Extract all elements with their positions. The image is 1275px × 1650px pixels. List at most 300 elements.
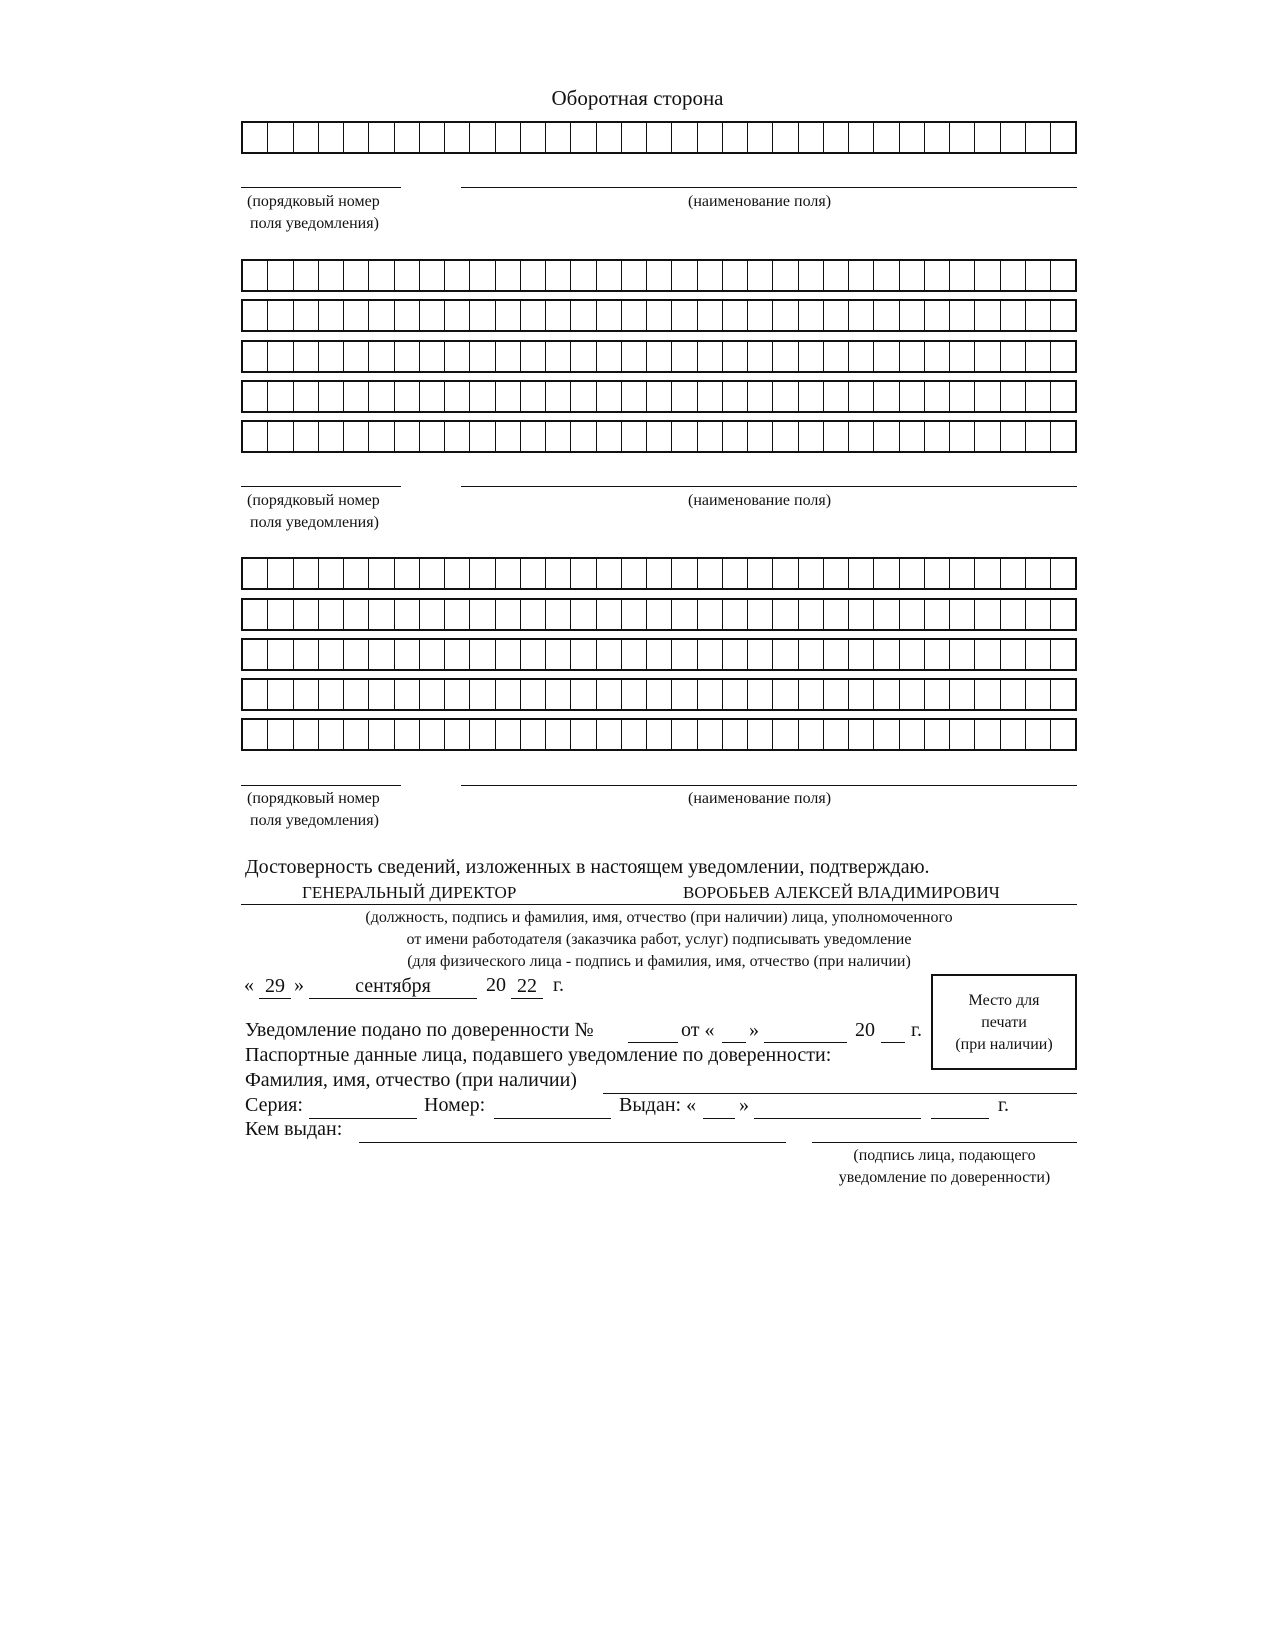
- grid-cell[interactable]: [470, 382, 495, 411]
- grid-cell[interactable]: [420, 342, 445, 371]
- grid-cell[interactable]: [925, 342, 950, 371]
- proxy-month-line[interactable]: [764, 1042, 847, 1043]
- grid-cell[interactable]: [470, 123, 495, 152]
- grid-cell[interactable]: [1026, 559, 1051, 588]
- grid-cell[interactable]: [445, 123, 470, 152]
- grid-cell[interactable]: [849, 382, 874, 411]
- grid-cell[interactable]: [900, 680, 925, 709]
- grid-cell[interactable]: [723, 422, 748, 451]
- grid-cell[interactable]: [874, 261, 899, 290]
- grid-cell[interactable]: [849, 600, 874, 629]
- grid-cell[interactable]: [546, 680, 571, 709]
- grid-cell[interactable]: [294, 382, 319, 411]
- grid-cell[interactable]: [571, 680, 596, 709]
- grid-cell[interactable]: [521, 123, 546, 152]
- grid-cell[interactable]: [950, 301, 975, 330]
- grid-cell[interactable]: [950, 261, 975, 290]
- grid-cell[interactable]: [849, 261, 874, 290]
- grid-cell[interactable]: [1026, 600, 1051, 629]
- issued-by-line[interactable]: [359, 1142, 786, 1143]
- grid-cell[interactable]: [294, 680, 319, 709]
- grid-cell[interactable]: [546, 261, 571, 290]
- grid-cell[interactable]: [344, 600, 369, 629]
- grid-cell[interactable]: [900, 301, 925, 330]
- grid-cell[interactable]: [723, 600, 748, 629]
- grid-cell[interactable]: [698, 720, 723, 749]
- input-grid-row[interactable]: [241, 638, 1077, 671]
- grid-cell[interactable]: [824, 559, 849, 588]
- grid-cell[interactable]: [470, 301, 495, 330]
- grid-cell[interactable]: [773, 600, 798, 629]
- grid-cell[interactable]: [571, 342, 596, 371]
- grid-cell[interactable]: [799, 261, 824, 290]
- grid-cell[interactable]: [268, 680, 293, 709]
- grid-cell[interactable]: [319, 301, 344, 330]
- grid-cell[interactable]: [773, 640, 798, 669]
- grid-cell[interactable]: [950, 600, 975, 629]
- grid-cell[interactable]: [571, 422, 596, 451]
- grid-cell[interactable]: [496, 720, 521, 749]
- grid-cell[interactable]: [546, 301, 571, 330]
- grid-cell[interactable]: [874, 640, 899, 669]
- grid-cell[interactable]: [294, 559, 319, 588]
- grid-cell[interactable]: [1026, 342, 1051, 371]
- grid-cell[interactable]: [1026, 640, 1051, 669]
- grid-cell[interactable]: [420, 720, 445, 749]
- grid-cell[interactable]: [369, 640, 394, 669]
- grid-cell[interactable]: [799, 680, 824, 709]
- grid-cell[interactable]: [395, 123, 420, 152]
- grid-cell[interactable]: [900, 559, 925, 588]
- grid-cell[interactable]: [521, 261, 546, 290]
- grid-cell[interactable]: [975, 640, 1000, 669]
- grid-cell[interactable]: [597, 123, 622, 152]
- grid-cell[interactable]: [824, 123, 849, 152]
- grid-cell[interactable]: [496, 261, 521, 290]
- grid-cell[interactable]: [546, 559, 571, 588]
- grid-cell[interactable]: [268, 342, 293, 371]
- grid-cell[interactable]: [672, 559, 697, 588]
- grid-cell[interactable]: [546, 640, 571, 669]
- grid-cell[interactable]: [900, 720, 925, 749]
- grid-cell[interactable]: [723, 301, 748, 330]
- grid-cell[interactable]: [950, 720, 975, 749]
- grid-cell[interactable]: [268, 301, 293, 330]
- grid-cell[interactable]: [445, 720, 470, 749]
- grid-cell[interactable]: [546, 382, 571, 411]
- grid-cell[interactable]: [395, 342, 420, 371]
- grid-cell[interactable]: [420, 123, 445, 152]
- grid-cell[interactable]: [344, 123, 369, 152]
- grid-cell[interactable]: [420, 261, 445, 290]
- grid-cell[interactable]: [268, 600, 293, 629]
- grid-cell[interactable]: [521, 640, 546, 669]
- grid-cell[interactable]: [1001, 680, 1026, 709]
- grid-cell[interactable]: [445, 301, 470, 330]
- grid-cell[interactable]: [647, 640, 672, 669]
- grid-cell[interactable]: [1026, 720, 1051, 749]
- grid-cell[interactable]: [1051, 422, 1075, 451]
- grid-cell[interactable]: [748, 342, 773, 371]
- grid-cell[interactable]: [243, 559, 268, 588]
- grid-cell[interactable]: [698, 123, 723, 152]
- grid-cell[interactable]: [773, 680, 798, 709]
- grid-cell[interactable]: [420, 600, 445, 629]
- grid-cell[interactable]: [597, 640, 622, 669]
- grid-cell[interactable]: [496, 600, 521, 629]
- grid-cell[interactable]: [622, 600, 647, 629]
- grid-cell[interactable]: [521, 301, 546, 330]
- grid-cell[interactable]: [344, 301, 369, 330]
- grid-cell[interactable]: [597, 342, 622, 371]
- grid-cell[interactable]: [420, 640, 445, 669]
- grid-cell[interactable]: [243, 640, 268, 669]
- grid-cell[interactable]: [344, 422, 369, 451]
- grid-cell[interactable]: [521, 559, 546, 588]
- grid-cell[interactable]: [319, 600, 344, 629]
- grid-cell[interactable]: [748, 600, 773, 629]
- grid-cell[interactable]: [773, 559, 798, 588]
- grid-cell[interactable]: [824, 720, 849, 749]
- grid-cell[interactable]: [748, 720, 773, 749]
- grid-cell[interactable]: [1026, 680, 1051, 709]
- grid-cell[interactable]: [1001, 559, 1026, 588]
- grid-cell[interactable]: [369, 382, 394, 411]
- grid-cell[interactable]: [1001, 261, 1026, 290]
- grid-cell[interactable]: [294, 640, 319, 669]
- grid-cell[interactable]: [395, 600, 420, 629]
- grid-cell[interactable]: [874, 342, 899, 371]
- grid-cell[interactable]: [925, 123, 950, 152]
- input-grid-row[interactable]: [241, 718, 1077, 751]
- grid-cell[interactable]: [470, 640, 495, 669]
- grid-cell[interactable]: [546, 123, 571, 152]
- grid-cell[interactable]: [268, 382, 293, 411]
- grid-cell[interactable]: [344, 720, 369, 749]
- grid-cell[interactable]: [975, 342, 1000, 371]
- grid-cell[interactable]: [243, 720, 268, 749]
- signatory-line[interactable]: [241, 904, 1077, 905]
- issued-year-line[interactable]: [931, 1118, 989, 1119]
- grid-cell[interactable]: [1026, 382, 1051, 411]
- grid-cell[interactable]: [647, 720, 672, 749]
- field-name-line[interactable]: [461, 486, 1077, 487]
- field-name-line[interactable]: [461, 785, 1077, 786]
- grid-cell[interactable]: [445, 261, 470, 290]
- issued-month-line[interactable]: [754, 1118, 921, 1119]
- grid-cell[interactable]: [647, 422, 672, 451]
- grid-cell[interactable]: [799, 342, 824, 371]
- grid-cell[interactable]: [672, 680, 697, 709]
- grid-cell[interactable]: [344, 559, 369, 588]
- grid-cell[interactable]: [521, 342, 546, 371]
- grid-cell[interactable]: [369, 720, 394, 749]
- grid-cell[interactable]: [950, 640, 975, 669]
- grid-cell[interactable]: [243, 600, 268, 629]
- grid-cell[interactable]: [723, 123, 748, 152]
- grid-cell[interactable]: [799, 640, 824, 669]
- grid-cell[interactable]: [319, 261, 344, 290]
- grid-cell[interactable]: [243, 261, 268, 290]
- grid-cell[interactable]: [597, 720, 622, 749]
- grid-cell[interactable]: [647, 123, 672, 152]
- grid-cell[interactable]: [748, 301, 773, 330]
- grid-cell[interactable]: [268, 422, 293, 451]
- grid-cell[interactable]: [597, 261, 622, 290]
- issued-day-line[interactable]: [703, 1118, 735, 1119]
- grid-cell[interactable]: [723, 640, 748, 669]
- grid-cell[interactable]: [698, 640, 723, 669]
- grid-cell[interactable]: [268, 559, 293, 588]
- grid-cell[interactable]: [294, 422, 319, 451]
- grid-cell[interactable]: [900, 600, 925, 629]
- grid-cell[interactable]: [344, 342, 369, 371]
- grid-cell[interactable]: [496, 422, 521, 451]
- proxy-number-line[interactable]: [628, 1042, 678, 1043]
- grid-cell[interactable]: [268, 261, 293, 290]
- grid-cell[interactable]: [672, 301, 697, 330]
- grid-cell[interactable]: [319, 342, 344, 371]
- grid-cell[interactable]: [925, 680, 950, 709]
- grid-cell[interactable]: [1001, 301, 1026, 330]
- grid-cell[interactable]: [824, 382, 849, 411]
- grid-cell[interactable]: [975, 382, 1000, 411]
- grid-cell[interactable]: [243, 342, 268, 371]
- grid-cell[interactable]: [243, 422, 268, 451]
- grid-cell[interactable]: [975, 301, 1000, 330]
- grid-cell[interactable]: [1001, 640, 1026, 669]
- proxy-signature-line[interactable]: [812, 1142, 1077, 1143]
- grid-cell[interactable]: [243, 123, 268, 152]
- grid-cell[interactable]: [1051, 680, 1075, 709]
- grid-cell[interactable]: [925, 559, 950, 588]
- grid-cell[interactable]: [1051, 123, 1075, 152]
- grid-cell[interactable]: [925, 301, 950, 330]
- grid-cell[interactable]: [268, 720, 293, 749]
- grid-cell[interactable]: [445, 422, 470, 451]
- grid-cell[interactable]: [799, 600, 824, 629]
- grid-cell[interactable]: [445, 559, 470, 588]
- grid-cell[interactable]: [1026, 422, 1051, 451]
- grid-cell[interactable]: [369, 261, 394, 290]
- input-grid-row[interactable]: [241, 557, 1077, 590]
- grid-cell[interactable]: [319, 382, 344, 411]
- grid-cell[interactable]: [521, 422, 546, 451]
- grid-cell[interactable]: [849, 123, 874, 152]
- grid-cell[interactable]: [900, 261, 925, 290]
- grid-cell[interactable]: [672, 600, 697, 629]
- grid-cell[interactable]: [975, 680, 1000, 709]
- grid-cell[interactable]: [369, 342, 394, 371]
- grid-cell[interactable]: [445, 680, 470, 709]
- grid-cell[interactable]: [950, 342, 975, 371]
- grid-cell[interactable]: [420, 422, 445, 451]
- date-day[interactable]: 29: [259, 974, 291, 999]
- grid-cell[interactable]: [294, 123, 319, 152]
- grid-cell[interactable]: [622, 301, 647, 330]
- grid-cell[interactable]: [975, 600, 1000, 629]
- grid-cell[interactable]: [950, 559, 975, 588]
- grid-cell[interactable]: [874, 680, 899, 709]
- grid-cell[interactable]: [975, 261, 1000, 290]
- grid-cell[interactable]: [672, 720, 697, 749]
- grid-cell[interactable]: [445, 640, 470, 669]
- grid-cell[interactable]: [773, 123, 798, 152]
- grid-cell[interactable]: [521, 680, 546, 709]
- grid-cell[interactable]: [243, 382, 268, 411]
- grid-cell[interactable]: [799, 559, 824, 588]
- input-grid-row[interactable]: [241, 678, 1077, 711]
- grid-cell[interactable]: [395, 680, 420, 709]
- grid-cell[interactable]: [369, 422, 394, 451]
- grid-cell[interactable]: [748, 559, 773, 588]
- grid-cell[interactable]: [496, 123, 521, 152]
- grid-cell[interactable]: [294, 600, 319, 629]
- grid-cell[interactable]: [319, 720, 344, 749]
- grid-cell[interactable]: [344, 680, 369, 709]
- grid-cell[interactable]: [420, 680, 445, 709]
- grid-cell[interactable]: [344, 261, 369, 290]
- grid-cell[interactable]: [571, 559, 596, 588]
- grid-cell[interactable]: [748, 680, 773, 709]
- grid-cell[interactable]: [571, 382, 596, 411]
- grid-cell[interactable]: [975, 123, 1000, 152]
- grid-cell[interactable]: [874, 600, 899, 629]
- grid-cell[interactable]: [647, 680, 672, 709]
- grid-cell[interactable]: [622, 422, 647, 451]
- grid-cell[interactable]: [571, 261, 596, 290]
- grid-cell[interactable]: [925, 600, 950, 629]
- grid-cell[interactable]: [622, 261, 647, 290]
- grid-cell[interactable]: [773, 382, 798, 411]
- grid-cell[interactable]: [647, 600, 672, 629]
- grid-cell[interactable]: [395, 640, 420, 669]
- grid-cell[interactable]: [925, 382, 950, 411]
- grid-cell[interactable]: [546, 600, 571, 629]
- grid-cell[interactable]: [597, 422, 622, 451]
- date-year[interactable]: 22: [511, 974, 543, 999]
- grid-cell[interactable]: [496, 559, 521, 588]
- grid-cell[interactable]: [395, 559, 420, 588]
- grid-cell[interactable]: [622, 640, 647, 669]
- grid-cell[interactable]: [874, 382, 899, 411]
- grid-cell[interactable]: [698, 680, 723, 709]
- grid-cell[interactable]: [1001, 720, 1026, 749]
- grid-cell[interactable]: [420, 301, 445, 330]
- grid-cell[interactable]: [723, 342, 748, 371]
- grid-cell[interactable]: [470, 680, 495, 709]
- grid-cell[interactable]: [571, 640, 596, 669]
- grid-cell[interactable]: [975, 720, 1000, 749]
- input-grid-row[interactable]: [241, 420, 1077, 453]
- date-month[interactable]: сентября: [309, 974, 477, 999]
- grid-cell[interactable]: [698, 261, 723, 290]
- grid-cell[interactable]: [1001, 600, 1026, 629]
- grid-cell[interactable]: [874, 559, 899, 588]
- grid-cell[interactable]: [395, 301, 420, 330]
- order-number-line[interactable]: [241, 187, 401, 188]
- grid-cell[interactable]: [900, 422, 925, 451]
- grid-cell[interactable]: [874, 123, 899, 152]
- grid-cell[interactable]: [672, 382, 697, 411]
- grid-cell[interactable]: [521, 720, 546, 749]
- grid-cell[interactable]: [723, 720, 748, 749]
- grid-cell[interactable]: [622, 123, 647, 152]
- grid-cell[interactable]: [268, 640, 293, 669]
- grid-cell[interactable]: [571, 301, 596, 330]
- grid-cell[interactable]: [344, 382, 369, 411]
- grid-cell[interactable]: [268, 123, 293, 152]
- grid-cell[interactable]: [849, 680, 874, 709]
- grid-cell[interactable]: [622, 720, 647, 749]
- grid-cell[interactable]: [824, 261, 849, 290]
- grid-cell[interactable]: [420, 559, 445, 588]
- grid-cell[interactable]: [294, 720, 319, 749]
- grid-cell[interactable]: [975, 422, 1000, 451]
- grid-cell[interactable]: [748, 382, 773, 411]
- grid-cell[interactable]: [748, 640, 773, 669]
- grid-cell[interactable]: [319, 640, 344, 669]
- grid-cell[interactable]: [571, 123, 596, 152]
- grid-cell[interactable]: [1026, 301, 1051, 330]
- grid-cell[interactable]: [950, 680, 975, 709]
- grid-cell[interactable]: [571, 600, 596, 629]
- grid-cell[interactable]: [824, 342, 849, 371]
- grid-cell[interactable]: [1051, 301, 1075, 330]
- grid-cell[interactable]: [672, 640, 697, 669]
- grid-cell[interactable]: [1051, 559, 1075, 588]
- grid-cell[interactable]: [874, 422, 899, 451]
- grid-cell[interactable]: [470, 422, 495, 451]
- grid-cell[interactable]: [950, 422, 975, 451]
- grid-cell[interactable]: [445, 600, 470, 629]
- grid-cell[interactable]: [369, 680, 394, 709]
- input-grid-row[interactable]: [241, 299, 1077, 332]
- grid-cell[interactable]: [470, 342, 495, 371]
- grid-cell[interactable]: [773, 720, 798, 749]
- proxy-year-line[interactable]: [881, 1042, 905, 1043]
- grid-cell[interactable]: [1051, 600, 1075, 629]
- number-line[interactable]: [494, 1118, 611, 1119]
- grid-cell[interactable]: [672, 261, 697, 290]
- order-number-line[interactable]: [241, 486, 401, 487]
- grid-cell[interactable]: [799, 382, 824, 411]
- grid-cell[interactable]: [546, 720, 571, 749]
- grid-cell[interactable]: [773, 422, 798, 451]
- grid-cell[interactable]: [824, 680, 849, 709]
- grid-cell[interactable]: [698, 422, 723, 451]
- grid-cell[interactable]: [723, 559, 748, 588]
- grid-cell[interactable]: [1001, 422, 1026, 451]
- grid-cell[interactable]: [799, 720, 824, 749]
- grid-cell[interactable]: [319, 559, 344, 588]
- grid-cell[interactable]: [925, 261, 950, 290]
- grid-cell[interactable]: [672, 342, 697, 371]
- grid-cell[interactable]: [824, 600, 849, 629]
- grid-cell[interactable]: [799, 422, 824, 451]
- grid-cell[interactable]: [571, 720, 596, 749]
- order-number-line[interactable]: [241, 785, 401, 786]
- grid-cell[interactable]: [698, 301, 723, 330]
- grid-cell[interactable]: [900, 123, 925, 152]
- grid-cell[interactable]: [243, 680, 268, 709]
- grid-cell[interactable]: [950, 382, 975, 411]
- grid-cell[interactable]: [622, 680, 647, 709]
- grid-cell[interactable]: [748, 261, 773, 290]
- grid-cell[interactable]: [597, 680, 622, 709]
- input-grid-row[interactable]: [241, 340, 1077, 373]
- grid-cell[interactable]: [597, 382, 622, 411]
